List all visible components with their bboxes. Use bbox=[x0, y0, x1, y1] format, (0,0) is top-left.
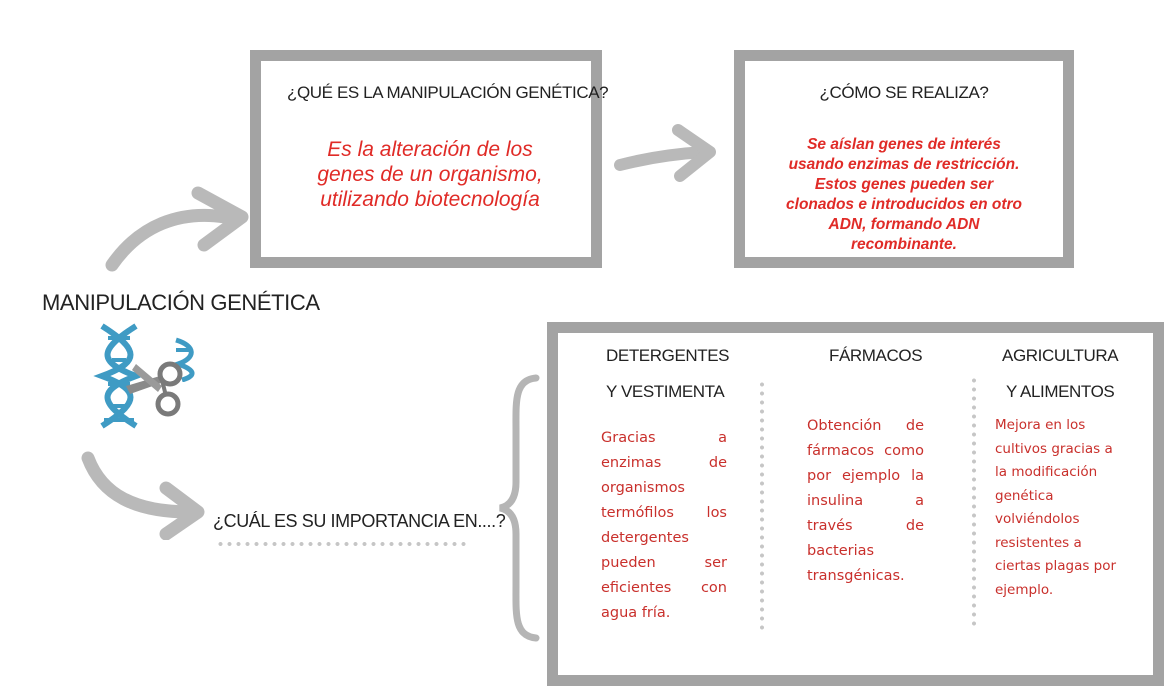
column-heading-agriculture-line1: AGRICULTURA bbox=[1002, 346, 1119, 365]
how-box bbox=[734, 50, 1074, 268]
what-is-heading: ¿QUÉ ES LA MANIPULACIÓN GENÉTICA? bbox=[287, 83, 609, 102]
curved-arrow-up-icon bbox=[100, 185, 250, 275]
column-body-pharma: Obtención de fármacos como por ejemplo la insulina a través de bacterias transgénicas. bbox=[807, 418, 924, 584]
main-title: MANIPULACIÓN GENÉTICA bbox=[42, 290, 320, 315]
curved-arrow-down-icon bbox=[80, 450, 215, 540]
column-body-detergents: Gracias a enzimas de organismos termófilos los detergentes pueden ser eficientes con agua fría. bbox=[601, 430, 727, 621]
importance-dotted-underline bbox=[216, 540, 466, 548]
scissors-icon bbox=[118, 346, 190, 426]
curly-brace-icon bbox=[496, 372, 544, 644]
column-heading-detergents-line2: Y VESTIMENTA bbox=[606, 382, 725, 401]
what-is-definition: Es la alteración de los genes de un organismo, utilizando biotecnología bbox=[317, 138, 543, 211]
column-body-agriculture: Mejora en los cultivos gracias a la modificación genética volviéndolos resistentes a ciertas plagas por ejemplo. bbox=[995, 417, 1117, 598]
column-divider bbox=[970, 376, 978, 626]
how-heading: ¿CÓMO SE REALIZA? bbox=[819, 83, 989, 102]
column-divider bbox=[758, 380, 766, 630]
column-heading-pharma: FÁRMACOS bbox=[829, 346, 923, 365]
column-heading-detergents-line1: DETERGENTES bbox=[606, 346, 730, 365]
arrow-right-icon bbox=[612, 120, 722, 190]
column-heading-agriculture-line2: Y ALIMENTOS bbox=[1006, 382, 1115, 401]
how-description: Se aíslan genes de interés usando enzimas de restricción. Estos genes pueden ser clonados e introducidos en otro ADN, formando ADN recombinante. bbox=[786, 136, 1022, 253]
importance-label: ¿CUÁL ES SU IMPORTANCIA EN....? bbox=[213, 511, 506, 531]
what-is-box bbox=[250, 50, 609, 268]
